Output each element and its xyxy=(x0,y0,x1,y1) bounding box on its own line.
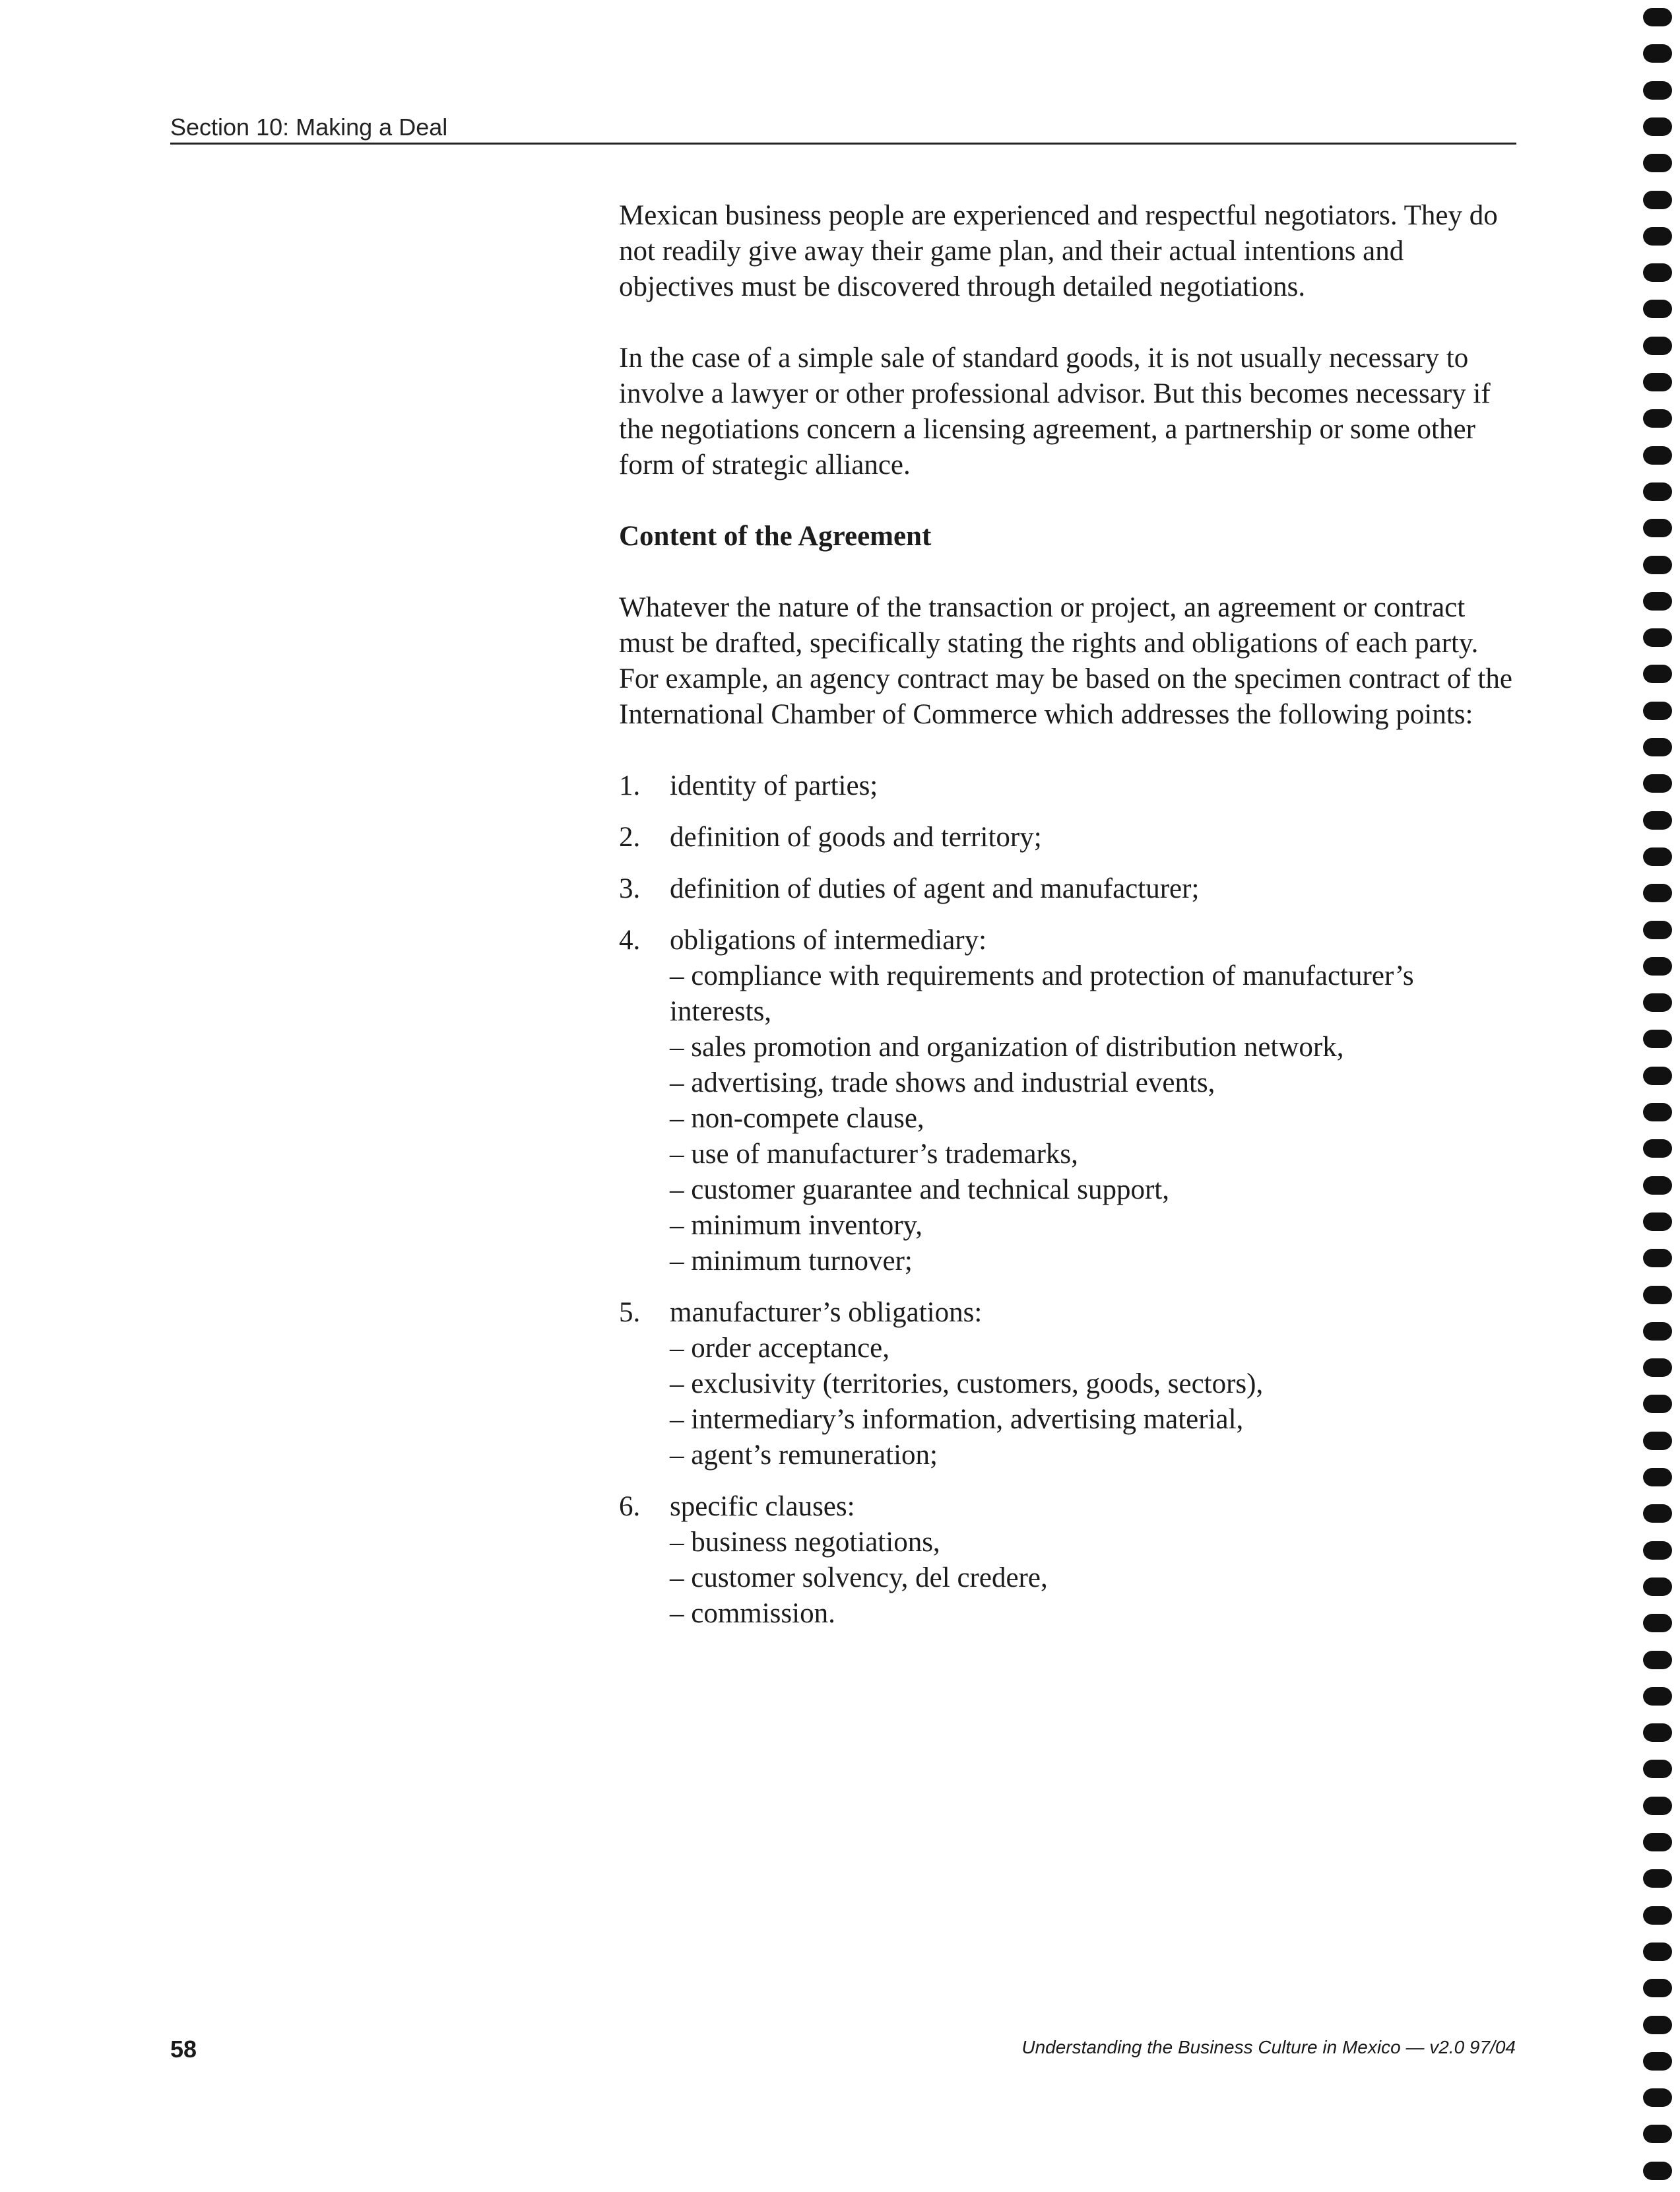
list-item-number: 1. xyxy=(619,770,641,801)
binding-hole xyxy=(1643,811,1672,830)
section-title: Section 10: Making a Deal xyxy=(170,114,448,141)
binding-hole xyxy=(1643,482,1672,501)
binding-hole xyxy=(1643,1504,1672,1523)
binding-hole xyxy=(1643,337,1672,355)
list-item-text: manufacturer’s obligations: xyxy=(670,1297,983,1328)
list-item-text: definition of goods and territory; xyxy=(670,822,1042,853)
page-header xyxy=(170,114,1516,145)
binding-hole xyxy=(1643,993,1672,1012)
sub-point: – use of manufacturer’s trademarks, xyxy=(670,1139,1078,1170)
binding-hole xyxy=(1643,592,1672,611)
list-item-number: 2. xyxy=(619,822,641,853)
binding-hole xyxy=(1643,1723,1672,1742)
list-item-3 xyxy=(619,871,1516,907)
binding-hole xyxy=(1643,1760,1672,1778)
intro-paragraph-1: Mexican business people are experienced and respectful negotiators. They do not readily give away their game plan, and their actual intentions and objectives must be discovered through detailed negotiations. xyxy=(619,200,1498,302)
binding-hole xyxy=(1643,1176,1672,1195)
binding-hole xyxy=(1643,1833,1672,1851)
binding-hole xyxy=(1643,1979,1672,1997)
binding-hole xyxy=(1643,1322,1672,1341)
intro-paragraph-2: In the case of a simple sale of standard goods, it is not usually necessary to involve a lawyer or other professional advisor. But this becomes necessary if the negotiations concern a licensing agreement, a partnership or some other form of strategic alliance. xyxy=(619,343,1491,481)
list-item-text: specific clauses: xyxy=(670,1491,855,1522)
binding-hole xyxy=(1643,2125,1672,2143)
list-item-text: definition of duties of agent and manufacturer; xyxy=(670,873,1200,904)
list-item-5 xyxy=(619,1295,1516,1473)
list-item-number: 3. xyxy=(619,873,641,904)
binding-hole xyxy=(1643,1687,1672,1706)
binding-hole xyxy=(1643,8,1672,26)
binding-hole xyxy=(1643,665,1672,683)
binding-hole xyxy=(1643,1212,1672,1231)
binding-hole xyxy=(1643,774,1672,793)
binding-hole xyxy=(1643,2052,1672,2071)
section-heading: Content of the Agreement xyxy=(619,521,932,552)
binding-hole xyxy=(1643,2162,1672,2180)
binding-hole xyxy=(1643,373,1672,391)
list-item-1 xyxy=(619,768,1516,804)
binding-hole xyxy=(1643,154,1672,172)
binding-hole xyxy=(1643,263,1672,282)
sub-point: – advertising, trade shows and industrial events, xyxy=(670,1067,1215,1098)
binding-hole xyxy=(1643,1541,1672,1560)
sub-point: – order acceptance, xyxy=(670,1333,890,1364)
binding-hole xyxy=(1643,628,1672,647)
binding-hole xyxy=(1643,1869,1672,1888)
list-item-text: obligations of intermediary: xyxy=(670,925,987,956)
binding-hole xyxy=(1643,1651,1672,1669)
sub-point: – business negotiations, xyxy=(670,1527,940,1558)
binding-hole xyxy=(1643,921,1672,939)
list-item-text: identity of parties; xyxy=(670,770,878,801)
binding-hole xyxy=(1643,738,1672,756)
binding-hole xyxy=(1643,702,1672,720)
sub-point: – non-compete clause, xyxy=(670,1103,924,1134)
binding-hole xyxy=(1643,2088,1672,2107)
binding-hole xyxy=(1643,1067,1672,1085)
section-paragraph: Whatever the nature of the transaction or project, an agreement or contract must be drafted, specifically stating the rights and obligations of each party. For example, an agency contract may be based on the specimen contract of the International Chamber of Commerce which addresses the following points: xyxy=(619,592,1512,730)
binding-hole xyxy=(1643,1797,1672,1815)
binding-hole xyxy=(1643,1395,1672,1413)
sub-point: – commission. xyxy=(670,1598,835,1629)
sub-point: – customer guarantee and technical support, xyxy=(670,1174,1169,1205)
sub-point: – minimum turnover; xyxy=(670,1245,913,1277)
binding-hole xyxy=(1643,1432,1672,1450)
binding-hole xyxy=(1643,1578,1672,1596)
binding-hole xyxy=(1643,117,1672,136)
points-list xyxy=(619,768,1516,1632)
list-item-number: 6. xyxy=(619,1491,641,1522)
binding-hole xyxy=(1643,191,1672,209)
sub-point: – exclusivity (territories, customers, goods, sectors), xyxy=(670,1368,1264,1399)
binding-hole xyxy=(1643,957,1672,976)
binding-hole xyxy=(1643,556,1672,574)
binding-hole xyxy=(1643,1943,1672,1961)
binding-hole xyxy=(1643,1358,1672,1377)
binding-hole xyxy=(1643,1468,1672,1486)
sub-point: – minimum inventory, xyxy=(670,1210,922,1241)
page-number: 58 xyxy=(170,2036,197,2063)
binding-hole xyxy=(1643,446,1672,465)
binding-hole xyxy=(1643,1103,1672,1121)
binding-hole xyxy=(1643,884,1672,902)
binding-hole xyxy=(1643,300,1672,318)
sub-point: – sales promotion and organization of distribution network, xyxy=(670,1032,1344,1063)
sub-point: – customer solvency, del credere, xyxy=(670,1562,1048,1593)
sub-point: – intermediary’s information, advertising material, xyxy=(670,1404,1244,1435)
list-item-number: 5. xyxy=(619,1297,641,1328)
list-item-4 xyxy=(619,923,1516,1279)
binding-hole xyxy=(1643,847,1672,866)
list-item-number: 4. xyxy=(619,925,641,956)
binding-hole xyxy=(1643,227,1672,246)
binding-hole xyxy=(1643,2016,1672,2034)
page-body xyxy=(619,198,1516,1647)
sub-point: – agent’s remuneration; xyxy=(670,1440,938,1471)
list-item-6 xyxy=(619,1489,1516,1632)
binding-hole xyxy=(1643,81,1672,100)
binding-hole xyxy=(1643,1286,1672,1304)
binding-hole xyxy=(1643,519,1672,537)
binding-holes xyxy=(1643,0,1680,2192)
footer-title: Understanding the Business Culture in Mexico — v2.0 97/04 xyxy=(1021,2037,1516,2057)
binding-hole xyxy=(1643,1249,1672,1267)
binding-hole xyxy=(1643,409,1672,428)
binding-hole xyxy=(1643,1139,1672,1158)
sub-point: – compliance with requirements and protection of manufacturer’s interests, xyxy=(670,960,1414,1027)
list-item-2 xyxy=(619,820,1516,855)
binding-hole xyxy=(1643,44,1672,63)
binding-hole xyxy=(1643,1030,1672,1048)
binding-hole xyxy=(1643,1906,1672,1925)
binding-hole xyxy=(1643,1614,1672,1632)
